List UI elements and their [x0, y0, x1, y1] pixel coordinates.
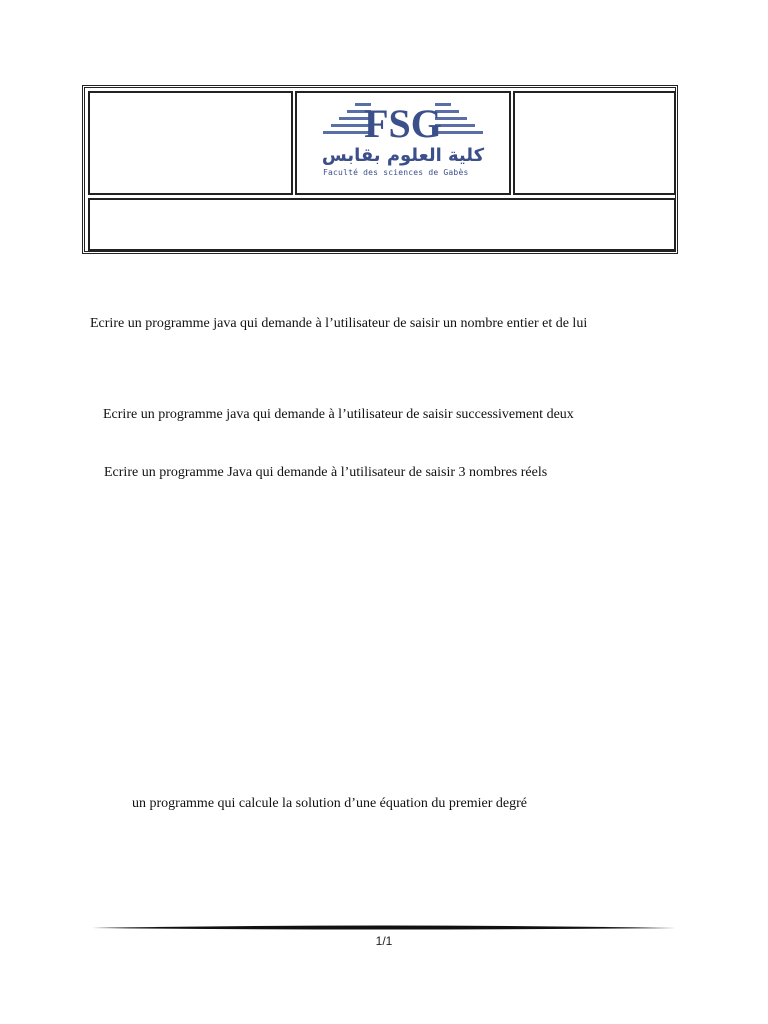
- page-number: 1/1: [375, 934, 393, 948]
- header-cell-left: [88, 91, 293, 195]
- exercise-4-text: un programme qui calcule la solution d’une équation du premier degré: [132, 796, 527, 811]
- header-cell-right: [513, 91, 676, 195]
- exercise-3-text: Ecrire un programme Java qui demande à l’utilisateur de saisir 3 nombres réels: [104, 465, 548, 480]
- logo-arabic-name: كلية العلوم بقابس: [321, 145, 485, 166]
- header-cell-bottom: [88, 198, 676, 251]
- header-table: [82, 85, 678, 254]
- footer-divider: [92, 922, 676, 932]
- header-cell-logo: [295, 91, 511, 195]
- exercise-1-text: Ecrire un programme java qui demande à l’utilisateur de saisir un nombre entier et de lui: [90, 316, 588, 331]
- logo-french-name: Faculté des sciences de Gabès: [323, 168, 469, 177]
- fsg-logo-icon: [297, 93, 509, 193]
- logo-acronym: FSG: [364, 101, 442, 146]
- exercise-2-text: Ecrire un programme java qui demande à l’utilisateur de saisir successivement deux: [103, 407, 574, 422]
